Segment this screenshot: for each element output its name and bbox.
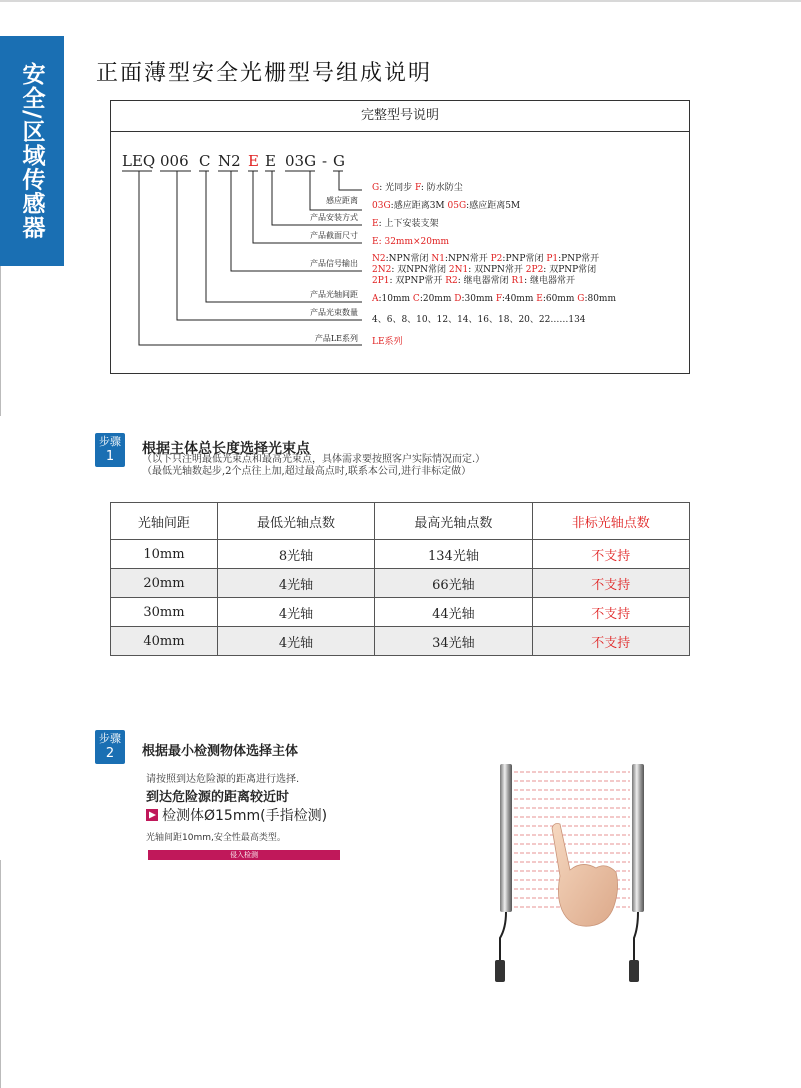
field-description: E: 32mm×20mm — [372, 237, 450, 247]
column-header: 光轴间距 — [111, 503, 218, 540]
field-label: 产品光束数量 — [310, 308, 358, 317]
model-code — [122, 152, 345, 170]
table-cell: 不支持 — [532, 569, 689, 598]
field-description: 2N2: 双NPN常闭 2N1: 双NPN常开 2P2: 双PNP常闭 — [372, 265, 597, 275]
step-1-note: （最低光轴数起步,2个点往上加,超过最高点时,联系本公司,进行非标定做） — [142, 466, 472, 477]
box-title: 完整型号说明 — [111, 101, 689, 132]
table-cell: 66光轴 — [375, 569, 532, 598]
field-label: 产品截面尺寸 — [310, 231, 358, 240]
field-label: 产品LE系列 — [314, 334, 358, 343]
step-number: 1 — [105, 449, 115, 464]
table-cell: 34光轴 — [375, 627, 532, 656]
step-2-text: 请按照到达危险源的距离进行选择. — [146, 774, 300, 785]
model-code-part: 03G — [285, 152, 317, 170]
play-marker-icon — [146, 809, 158, 821]
column-header: 最低光轴点数 — [217, 503, 374, 540]
column-header: 最高光轴点数 — [375, 503, 532, 540]
table-cell: 10mm — [111, 540, 218, 569]
model-code-part: C — [199, 152, 211, 170]
field-description: 4、6、8、10、12、14、16、18、20、22……134 — [372, 315, 586, 325]
step-1-heading: 根据主体总长度选择光束点 — [142, 441, 310, 457]
step-2-heading: 根据最小检测物体选择主体 — [142, 744, 299, 759]
step-number: 2 — [105, 746, 115, 761]
field-description: A:10mm C:20mm D:30mm F:40mm E:60mm G:80mm — [372, 294, 616, 304]
light-curtain-icon — [470, 758, 670, 988]
table-cell: 44光轴 — [375, 598, 532, 627]
model-code-part: E — [265, 152, 276, 170]
table-row — [111, 540, 690, 569]
table-header-row — [111, 503, 690, 540]
step-2-badge — [95, 730, 125, 764]
detect-object-size: 检测体Ø15mm(手指检测) — [162, 808, 328, 824]
field-description: E: 上下安装支架 — [372, 219, 439, 229]
table-cell: 不支持 — [532, 598, 689, 627]
field-description: G: 光同步 F: 防水防尘 — [372, 183, 463, 193]
table-cell: 4光轴 — [217, 598, 374, 627]
table-cell: 不支持 — [532, 540, 689, 569]
model-code-part: N2 — [218, 152, 241, 170]
table-cell: 20mm — [111, 569, 218, 598]
table-row — [111, 627, 690, 656]
table-row — [111, 569, 690, 598]
model-code-part: G — [333, 152, 345, 170]
field-label: 产品安装方式 — [310, 213, 358, 222]
field-labels — [310, 195, 358, 343]
step-1-badge — [95, 433, 125, 467]
step-2-detect-line — [146, 805, 327, 825]
category-label: 安全/区域传感器 — [18, 62, 45, 240]
model-code-part: - — [322, 152, 328, 170]
field-descriptions — [371, 181, 616, 347]
intrusion-detect-bar: 侵入检测 — [148, 850, 340, 860]
field-label: 产品光轴间距 — [310, 290, 358, 299]
page-title: 正面薄型安全光栅型号组成说明 — [96, 61, 433, 86]
model-code-part: LEQ — [122, 152, 156, 170]
table-cell: 134光轴 — [375, 540, 532, 569]
field-description: 03G:感应距离3M 05G:感应距离5M — [372, 201, 521, 211]
model-code-part: 006 — [160, 152, 189, 170]
left-rule — [0, 860, 1, 1088]
step-2-subheading: 到达危险源的距离较近时 — [146, 790, 290, 805]
field-label: 感应距离 — [326, 196, 358, 205]
table-cell: 40mm — [111, 627, 218, 656]
field-label: 产品信号输出 — [310, 259, 358, 268]
table-cell: 30mm — [111, 598, 218, 627]
model-code-diagram — [0, 0, 801, 400]
table-cell: 4光轴 — [217, 569, 374, 598]
table-row — [111, 598, 690, 627]
step-1-note: （以下只注明最低光束点和最高光束点，具体需求要按照客户实际情况而定.） — [142, 454, 486, 465]
step-label: 步骤 — [99, 732, 121, 745]
field-description: N2:NPN常闭 N1:NPN常开 P2:PNP常闭 P1:PNP常开 — [372, 254, 600, 264]
column-header: 非标光轴点数 — [532, 503, 689, 540]
table-cell: 4光轴 — [217, 627, 374, 656]
hand-icon — [552, 824, 618, 927]
leader-line — [339, 171, 362, 190]
field-description: 2P1: 双PNP常开 R2: 继电器常闭 R1: 继电器常开 — [372, 276, 575, 286]
table-cell: 8光轴 — [217, 540, 374, 569]
field-description: LE系列 — [372, 337, 403, 347]
model-code-part: E — [248, 152, 259, 170]
beam-count-table — [110, 502, 690, 656]
step-label: 步骤 — [99, 435, 121, 448]
step-2-text: 光轴间距10mm,安全性最高类型。 — [146, 833, 286, 843]
table-cell: 不支持 — [532, 627, 689, 656]
